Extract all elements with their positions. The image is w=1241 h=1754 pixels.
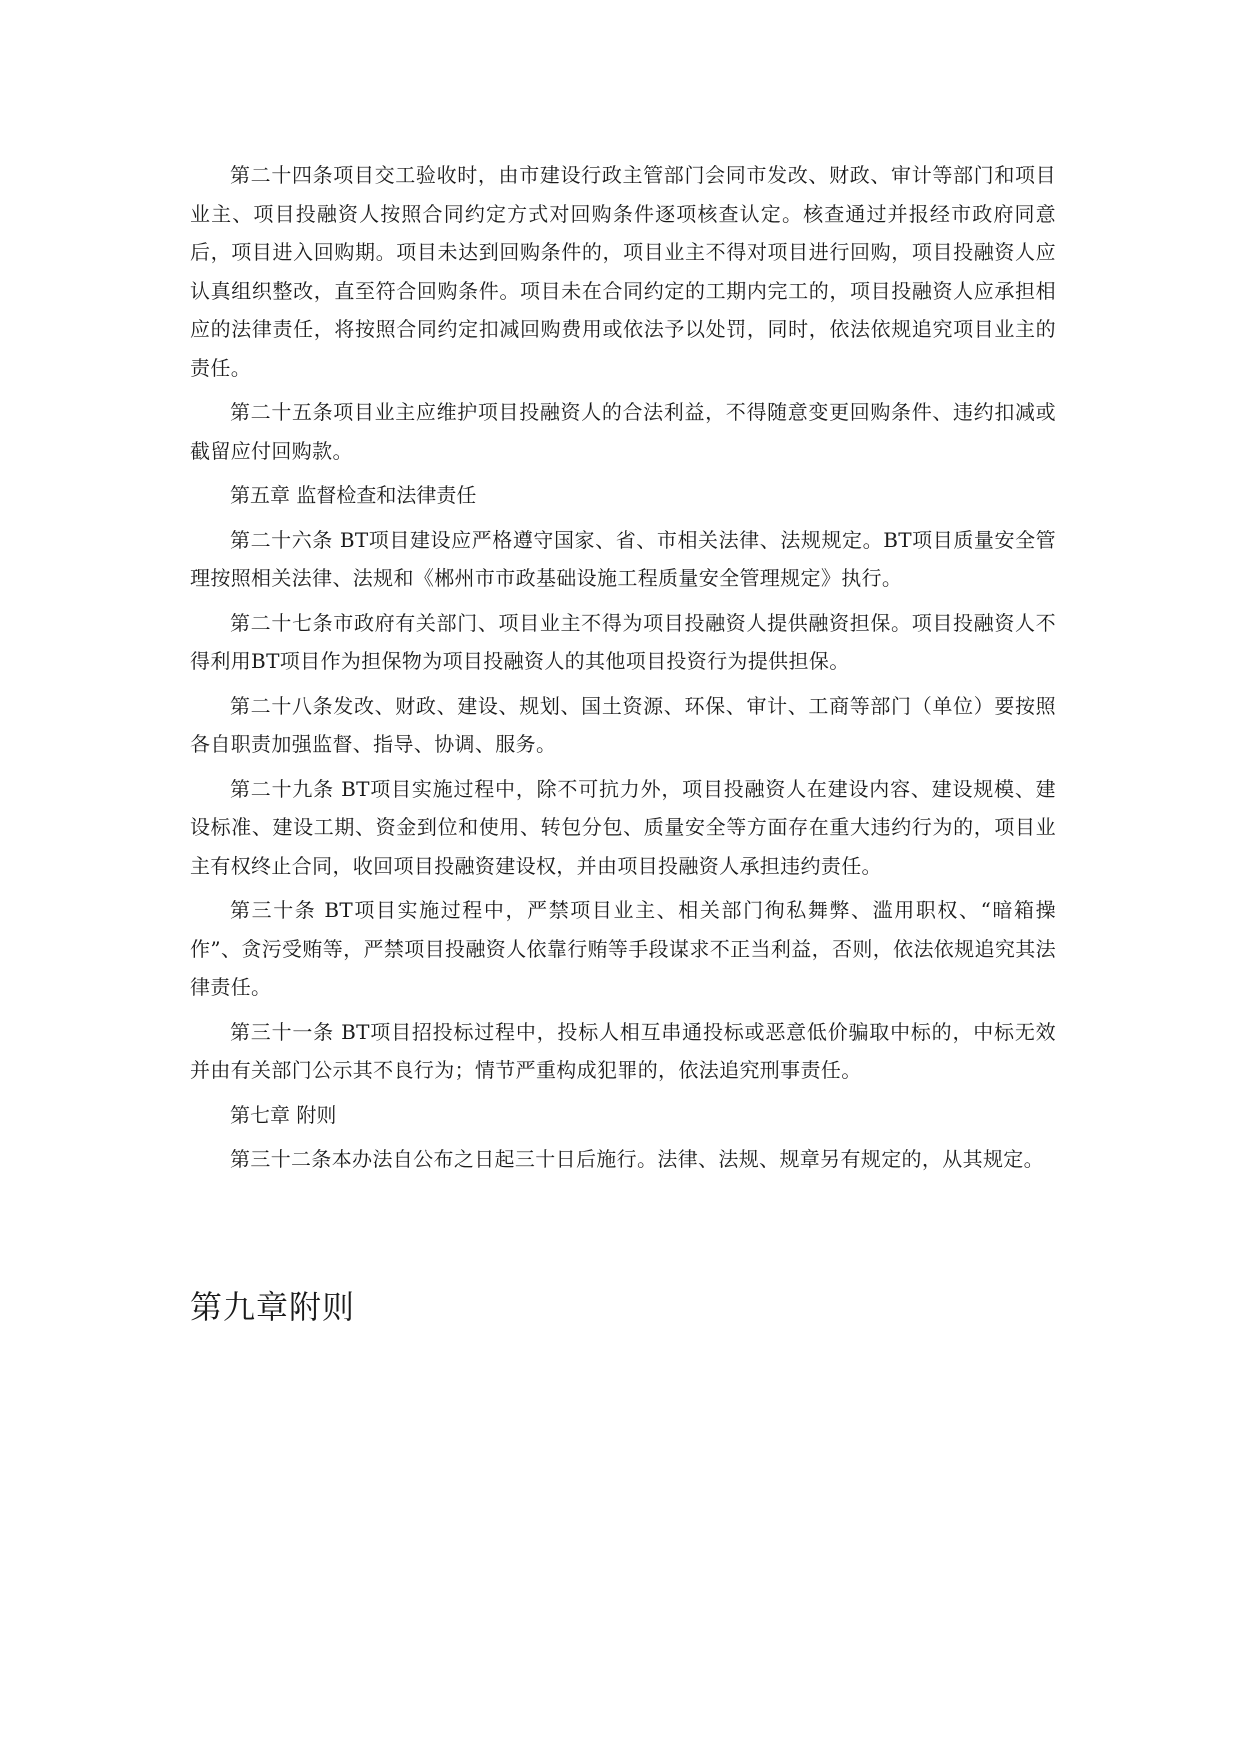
document-body (190, 156, 1056, 1185)
article-31: 第三十一条 BT项目招投标过程中，投标人相互串通投标或恶意低价骗取中标的，中标无效并由有关部门公示其不良行为；情节严重构成犯罪的，依法追究刑事责任。 (190, 1019, 1056, 1082)
article-26: 第二十六条 BT项目建设应严格遵守国家、省、市相关法律、法规规定。BT项目质量安全管理按照相关法律、法规和《郴州市市政基础设施工程质量安全管理规定》执行。 (190, 527, 1056, 590)
article-29: 第二十九条 BT项目实施过程中，除不可抗力外，项目投融资人在建设内容、建设规模、建设标准、建设工期、资金到位和使用、转包分包、质量安全等方面存在重大违约行为的，项目业主有权终止合同，收回项目投融资建设权，并由项目投融资人承担违约责任。 (190, 776, 1056, 878)
chapter-9-heading: 第九章附则 (190, 1288, 356, 1326)
article-25: 第二十五条项目业主应维护项目投融资人的合法利益，不得随意变更回购条件、违约扣减或截留应付回购款。 (190, 400, 1056, 463)
article-30: 第三十条 BT项目实施过程中，严禁项目业主、相关部门徇私舞弊、滥用职权、“暗箱操作”、贪污受贿等，严禁项目投融资人依靠行贿等手段谋求不正当利益，否则，依法依规追究其法律责任。 (190, 898, 1056, 999)
article-32: 第三十二条本办法自公布之日起三十日后施行。法律、法规、规章另有规定的，从其规定。 (230, 1147, 1044, 1171)
chapter-5-heading: 第五章 监督检查和法律责任 (230, 483, 477, 507)
article-24: 第二十四条项目交工验收时，由市建设行政主管部门会同市发改、财政、审计等部门和项目业主、项目投融资人按照合同约定方式对回购条件逐项核查认定。核查通过并报经市政府同意后，项目进入回购期。项目未达到回购条件的，项目业主不得对项目进行回购，项目投融资人应认真组织整改，直至符合回购条件。项目未在合同约定的工期内完工的，项目投融资人应承担相应的法律责任，将按照合同约定扣减回购费用或依法予以处罚，同时，依法依规追究项目业主的责任。 (190, 163, 1056, 380)
article-28: 第二十八条发改、财政、建设、规划、国土资源、环保、审计、工商等部门（单位）要按照各自职责加强监督、指导、协调、服务。 (190, 693, 1056, 756)
chapter-7-heading: 第七章 附则 (230, 1102, 337, 1127)
article-27: 第二十七条市政府有关部门、项目业主不得为项目投融资人提供融资担保。项目投融资人不得利用BT项目作为担保物为项目投融资人的其他项目投资行为提供担保。 (190, 610, 1056, 673)
